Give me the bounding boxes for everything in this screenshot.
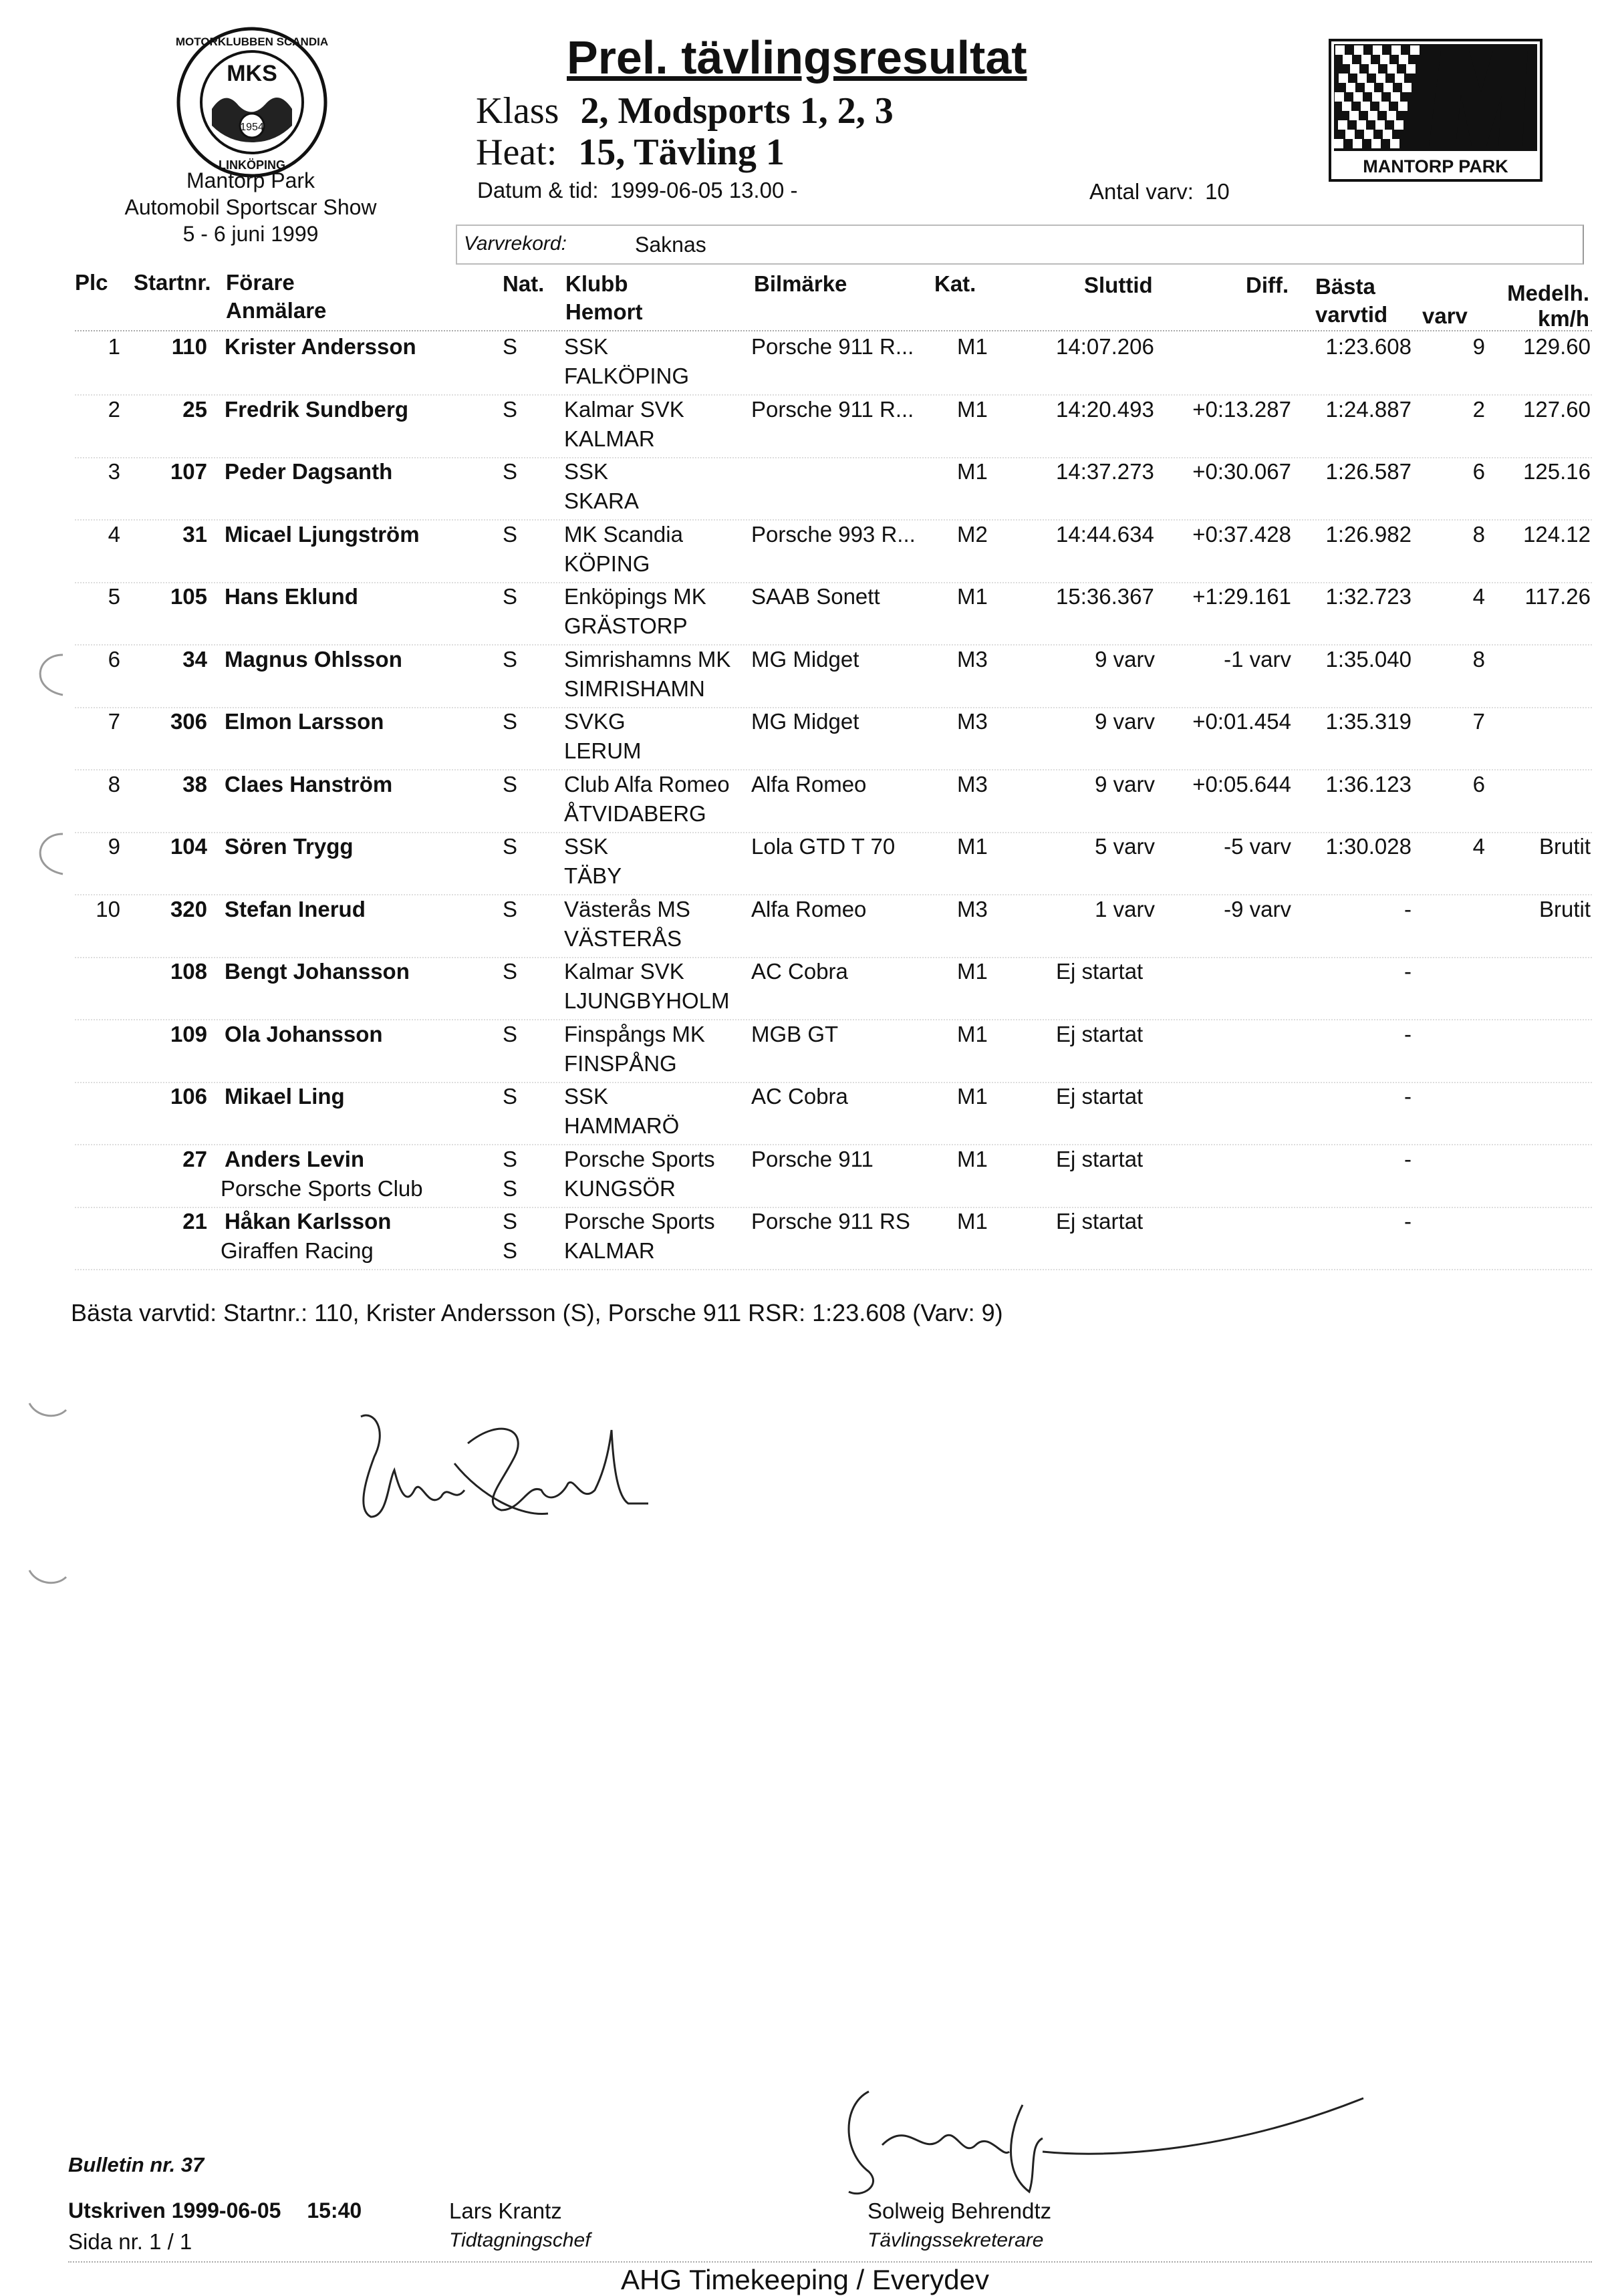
row-nr: 27 xyxy=(182,1146,207,1171)
row-lap: 6 xyxy=(1472,459,1485,484)
row-time: 9 varv xyxy=(1095,771,1155,797)
row-best: 1:36.123 xyxy=(1325,771,1412,797)
heat-value: 15, Tävling 1 xyxy=(578,132,785,173)
row-diff: -9 varv xyxy=(1224,896,1291,921)
row-diff: -1 varv xyxy=(1224,646,1291,672)
row-nat: S xyxy=(503,896,518,921)
row-hemort: KÖPING xyxy=(564,551,650,576)
antal-value: 10 xyxy=(1205,179,1230,204)
row-best: - xyxy=(1404,1146,1412,1171)
row-hemort: SKARA xyxy=(564,488,639,513)
row-plc: 6 xyxy=(108,646,120,672)
col-startnr: Startnr. xyxy=(134,270,211,295)
row-plc: 2 xyxy=(108,396,120,422)
row-nr: 110 xyxy=(171,334,207,359)
row-hemort: KALMAR xyxy=(564,426,655,451)
row-kat: M1 xyxy=(957,396,988,422)
row-best: 1:24.887 xyxy=(1325,396,1412,422)
row-nat: S xyxy=(503,1021,518,1046)
row-nat: S xyxy=(503,334,518,359)
row-plc: 7 xyxy=(108,709,120,734)
row-best: 1:35.319 xyxy=(1325,709,1412,734)
row-kat: M1 xyxy=(957,1084,988,1109)
event-venue: Mantorp Park xyxy=(186,168,315,192)
row-club: Club Alfa Romeo xyxy=(564,771,730,797)
row-car: SAAB Sonett xyxy=(751,584,880,609)
varvrekord-value: Saknas xyxy=(635,233,706,257)
row-car: Porsche 911 R... xyxy=(751,396,914,422)
row-separator xyxy=(75,457,1592,458)
row-nat: S xyxy=(503,709,518,734)
row-best: - xyxy=(1404,896,1412,921)
row-nat: S xyxy=(503,584,518,609)
row-car: MG Midget xyxy=(751,709,859,734)
row-hemort: HAMMARÖ xyxy=(564,1113,680,1138)
row-diff: +0:13.287 xyxy=(1192,396,1291,422)
binder-hole-mark xyxy=(23,1557,70,1597)
row-club: Porsche Sports xyxy=(564,1209,715,1234)
best-lap-note: Bästa varvtid: Startnr.: 110, Krister Andersson (S), Porsche 911 RSR: 1:23.608 (Varv: 9) xyxy=(71,1299,1003,1326)
svg-text:MANTORP PARK: MANTORP PARK xyxy=(1363,156,1508,176)
col-forare: Förare xyxy=(226,270,295,295)
row-separator xyxy=(75,1269,1592,1270)
row-nr: 25 xyxy=(182,396,207,422)
mantorp-park-logo xyxy=(1329,39,1542,182)
row-club: Porsche Sports xyxy=(564,1146,715,1171)
row-kat: M1 xyxy=(957,959,988,984)
footer-rule xyxy=(68,2261,1592,2263)
row-time: Ej startat xyxy=(1056,1084,1144,1109)
row-hemort: KALMAR xyxy=(564,1238,655,1263)
row-nat: S xyxy=(503,396,518,422)
event-name: Automobil Sportscar Show xyxy=(124,195,377,219)
row-car: MGB GT xyxy=(751,1021,839,1046)
row-kat: M1 xyxy=(957,459,988,484)
row-diff: +1:29.161 xyxy=(1192,584,1291,609)
binder-hole-mark xyxy=(23,648,70,702)
row-car: AC Cobra xyxy=(751,959,848,984)
row-nr: 109 xyxy=(170,1021,207,1046)
row-club: SSK xyxy=(564,834,609,859)
row-nr: 31 xyxy=(182,521,207,547)
row-hemort: SIMRISHAMN xyxy=(564,676,705,701)
row-nat: S xyxy=(503,771,518,797)
signature-solweig-behrendtz xyxy=(829,2078,1377,2205)
row-nr: 108 xyxy=(170,959,207,984)
varvrekord-label: Varvrekord: xyxy=(464,233,567,255)
row-diff: +0:37.428 xyxy=(1192,521,1291,547)
row-nr: 21 xyxy=(182,1209,207,1234)
row-hemort: GRÄSTORP xyxy=(564,613,688,638)
row-hemort: FINSPÅNG xyxy=(564,1050,677,1076)
row-hemort: LERUM xyxy=(564,738,642,763)
row-plc: 5 xyxy=(108,584,120,609)
row-nr: 107 xyxy=(170,459,207,484)
row-club: Enköpings MK xyxy=(564,584,706,609)
row-time: 9 varv xyxy=(1095,709,1155,734)
row-time: 1 varv xyxy=(1095,896,1155,921)
row-club: SSK xyxy=(564,1084,609,1109)
row-kat: M3 xyxy=(957,771,988,797)
official1-name: Lars Krantz xyxy=(449,2198,562,2223)
datum-value: 1999-06-05 13.00 - xyxy=(610,178,798,202)
row-club: Västerås MS xyxy=(564,896,690,921)
col-medelh: Medelh. xyxy=(1507,281,1589,305)
row-lap: 8 xyxy=(1472,521,1485,547)
col-bilmarke: Bilmärke xyxy=(754,271,847,296)
row-lap: 6 xyxy=(1472,771,1485,797)
row-nat: S xyxy=(503,1146,518,1171)
row-kat: M1 xyxy=(957,1209,988,1234)
row-plc: 1 xyxy=(108,334,120,359)
page-title: Prel. tävlingsresultat xyxy=(567,31,1027,84)
datum-label: Datum & tid: xyxy=(477,178,599,202)
col-kat: Kat. xyxy=(934,271,976,296)
row-car: AC Cobra xyxy=(751,1084,848,1109)
row-separator xyxy=(75,1019,1592,1020)
row-diff: +0:05.644 xyxy=(1192,771,1291,797)
official2-role: Tävlingssekreterare xyxy=(867,2229,1044,2251)
event-dates: 5 - 6 juni 1999 xyxy=(182,222,319,246)
row-driver: Magnus Ohlsson xyxy=(225,646,402,672)
col-anmalare: Anmälare xyxy=(226,298,327,323)
row-car: Porsche 911 xyxy=(751,1146,874,1171)
row-best: 1:26.587 xyxy=(1325,459,1412,484)
row-driver: Krister Andersson xyxy=(225,334,416,359)
heat-label: Heat: xyxy=(476,132,557,173)
row-best: - xyxy=(1404,1084,1412,1109)
row-time: 14:20.493 xyxy=(1056,396,1154,422)
row-club: SVKG xyxy=(564,709,626,734)
row-club: MK Scandia xyxy=(564,521,683,547)
row-kat: M1 xyxy=(957,1146,988,1171)
row-nat2: S xyxy=(503,1238,518,1263)
row-speed: 124.12 xyxy=(1523,521,1591,547)
row-time: Ej startat xyxy=(1056,959,1144,984)
row-best: - xyxy=(1404,959,1412,984)
row-car: Lola GTD T 70 xyxy=(751,834,896,859)
row-nr: 320 xyxy=(170,896,207,921)
row-car: Alfa Romeo xyxy=(751,771,867,797)
signature-lars-krantz xyxy=(348,1403,668,1524)
row-best: 1:32.723 xyxy=(1325,584,1412,609)
col-nat: Nat. xyxy=(503,271,545,296)
row-speed: 129.60 xyxy=(1523,334,1591,359)
row-nat: S xyxy=(503,834,518,859)
row-driver: Fredrik Sundberg xyxy=(225,396,409,422)
klass-label: Klass xyxy=(476,90,559,132)
row-nat: S xyxy=(503,521,518,547)
row-lap: 2 xyxy=(1472,396,1485,422)
col-diff: Diff. xyxy=(1246,273,1289,297)
row-time: 9 varv xyxy=(1095,646,1155,672)
page-number: Sida nr. 1 / 1 xyxy=(68,2229,192,2254)
row-best: 1:30.028 xyxy=(1325,834,1412,859)
row-car: Porsche 993 R... xyxy=(751,521,916,547)
row-driver: Hans Eklund xyxy=(225,584,358,609)
row-kat: M1 xyxy=(957,1021,988,1046)
row-kat: M3 xyxy=(957,646,988,672)
row-hemort: LJUNGBYHOLM xyxy=(564,988,730,1013)
row-driver: Micael Ljungström xyxy=(225,521,420,547)
row-driver: Ola Johansson xyxy=(225,1021,383,1046)
row-nr: 106 xyxy=(170,1084,207,1109)
row-lap: 7 xyxy=(1472,709,1485,734)
svg-text:LINKÖPING: LINKÖPING xyxy=(218,158,286,172)
row-nr: 38 xyxy=(182,771,207,797)
row-kat: M3 xyxy=(957,709,988,734)
row-best: 1:26.982 xyxy=(1325,521,1412,547)
timekeeping-credit: AHG Timekeeping / Everydev xyxy=(621,2264,989,2295)
row-nat: S xyxy=(503,1209,518,1234)
row-separator xyxy=(75,707,1592,708)
col-hemort: Hemort xyxy=(565,299,643,324)
row-best: 1:35.040 xyxy=(1325,646,1412,672)
row-lap: 9 xyxy=(1472,334,1485,359)
col-klubb: Klubb xyxy=(565,271,628,296)
row-hemort: FALKÖPING xyxy=(564,364,690,388)
row-club: Kalmar SVK xyxy=(564,959,684,984)
utskriven-time: 15:40 xyxy=(307,2198,362,2222)
row-driver: Claes Hanström xyxy=(225,771,393,797)
row-separator xyxy=(75,957,1592,958)
row-time: 14:44.634 xyxy=(1056,521,1154,547)
row-separator xyxy=(75,769,1592,770)
official1-role: Tidtagningschef xyxy=(449,2229,591,2251)
col-basta: Bästa xyxy=(1315,274,1375,299)
row-driver: Håkan Karlsson xyxy=(225,1209,392,1234)
row-speed: 117.26 xyxy=(1524,584,1591,609)
row-driver: Bengt Johansson xyxy=(225,959,410,984)
row-separator xyxy=(75,832,1592,833)
bulletin-number: Bulletin nr. 37 xyxy=(68,2153,205,2176)
row-club: SSK xyxy=(564,334,609,359)
row-hemort: TÄBY xyxy=(564,863,622,888)
row-plc: 8 xyxy=(108,771,120,797)
row-kat: M1 xyxy=(957,584,988,609)
svg-text:MKS: MKS xyxy=(227,61,277,86)
row-diff: -5 varv xyxy=(1224,834,1291,859)
row-time: Ej startat xyxy=(1056,1209,1144,1234)
row-lap: 4 xyxy=(1472,584,1485,609)
row-separator xyxy=(75,644,1592,645)
row-club: Kalmar SVK xyxy=(564,396,684,422)
row-nr: 306 xyxy=(170,709,207,734)
row-speed: 125.16 xyxy=(1523,459,1591,484)
row-time: 15:36.367 xyxy=(1056,584,1154,609)
row-separator xyxy=(75,894,1592,895)
col-varvtid: varvtid xyxy=(1315,302,1388,327)
row-speed: Brutit xyxy=(1538,896,1591,921)
header-rule xyxy=(75,330,1592,331)
row-separator xyxy=(75,1082,1592,1083)
col-sluttid: Sluttid xyxy=(1084,273,1153,297)
binder-hole-mark xyxy=(23,1390,70,1430)
row-club: SSK xyxy=(564,459,609,484)
row-driver: Sören Trygg xyxy=(225,834,354,859)
col-plc: Plc xyxy=(75,270,108,295)
antal-label: Antal varv: xyxy=(1089,179,1194,204)
row-driver: Anders Levin xyxy=(225,1146,365,1171)
row-driver: Mikael Ling xyxy=(225,1084,345,1109)
row-kat: M1 xyxy=(957,334,988,359)
row-entrant: Giraffen Racing xyxy=(221,1238,374,1263)
row-driver: Stefan Inerud xyxy=(225,896,366,921)
row-time: Ej startat xyxy=(1056,1021,1144,1046)
mks-logo xyxy=(175,25,329,179)
row-time: 14:07.206 xyxy=(1056,334,1154,359)
utskriven-label: Utskriven 1999-06-05 xyxy=(68,2198,281,2222)
row-kat: M1 xyxy=(957,834,988,859)
row-separator xyxy=(75,1207,1592,1208)
row-lap: 4 xyxy=(1472,834,1485,859)
row-entrant: Porsche Sports Club xyxy=(221,1175,423,1201)
row-club: Finspångs MK xyxy=(564,1021,705,1046)
col-varv: varv xyxy=(1422,303,1468,328)
varvrekord-box xyxy=(456,225,1584,265)
row-hemort: ÅTVIDABERG xyxy=(564,801,706,826)
row-nr: 105 xyxy=(170,584,207,609)
row-nat2: S xyxy=(503,1175,518,1201)
row-kat: M3 xyxy=(957,896,988,921)
svg-text:1954: 1954 xyxy=(240,122,264,133)
row-separator xyxy=(75,582,1592,583)
row-nat: S xyxy=(503,459,518,484)
row-separator xyxy=(75,394,1592,396)
row-club: Simrishamns MK xyxy=(564,646,731,672)
row-lap: 8 xyxy=(1472,646,1485,672)
row-time: 14:37.273 xyxy=(1056,459,1154,484)
row-car: Alfa Romeo xyxy=(751,896,867,921)
row-plc: 4 xyxy=(108,521,120,547)
row-hemort: KUNGSÖR xyxy=(564,1175,676,1201)
row-nr: 34 xyxy=(182,646,207,672)
col-kmh: km/h xyxy=(1537,306,1589,331)
row-best: - xyxy=(1404,1209,1412,1234)
row-car: MG Midget xyxy=(751,646,859,672)
klass-value: 2, Modsports 1, 2, 3 xyxy=(580,90,894,132)
row-speed: Brutit xyxy=(1538,834,1591,859)
binder-hole-mark xyxy=(23,827,70,881)
row-time: Ej startat xyxy=(1056,1146,1144,1171)
row-best: 1:23.608 xyxy=(1325,334,1412,359)
row-plc: 10 xyxy=(96,896,120,921)
svg-text:MOTORKLUBBEN SCANDIA: MOTORKLUBBEN SCANDIA xyxy=(175,35,329,48)
row-kat: M2 xyxy=(957,521,988,547)
row-plc: 9 xyxy=(108,834,120,859)
row-time: 5 varv xyxy=(1095,834,1155,859)
row-nat: S xyxy=(503,959,518,984)
row-nat: S xyxy=(503,646,518,672)
row-separator xyxy=(75,1144,1592,1145)
row-speed: 127.60 xyxy=(1523,396,1591,422)
row-best: - xyxy=(1404,1021,1412,1046)
row-nat: S xyxy=(503,1084,518,1109)
official2-name: Solweig Behrendtz xyxy=(867,2198,1052,2223)
row-plc: 3 xyxy=(108,459,120,484)
row-hemort: VÄSTERÅS xyxy=(564,925,682,951)
row-diff: +0:30.067 xyxy=(1192,459,1291,484)
row-nr: 104 xyxy=(170,834,207,859)
row-separator xyxy=(75,519,1592,521)
row-car: Porsche 911 R... xyxy=(751,334,914,359)
row-diff: +0:01.454 xyxy=(1192,709,1291,734)
row-driver: Peder Dagsanth xyxy=(225,459,393,484)
row-car: Porsche 911 RS xyxy=(751,1209,910,1234)
row-driver: Elmon Larsson xyxy=(225,709,384,734)
